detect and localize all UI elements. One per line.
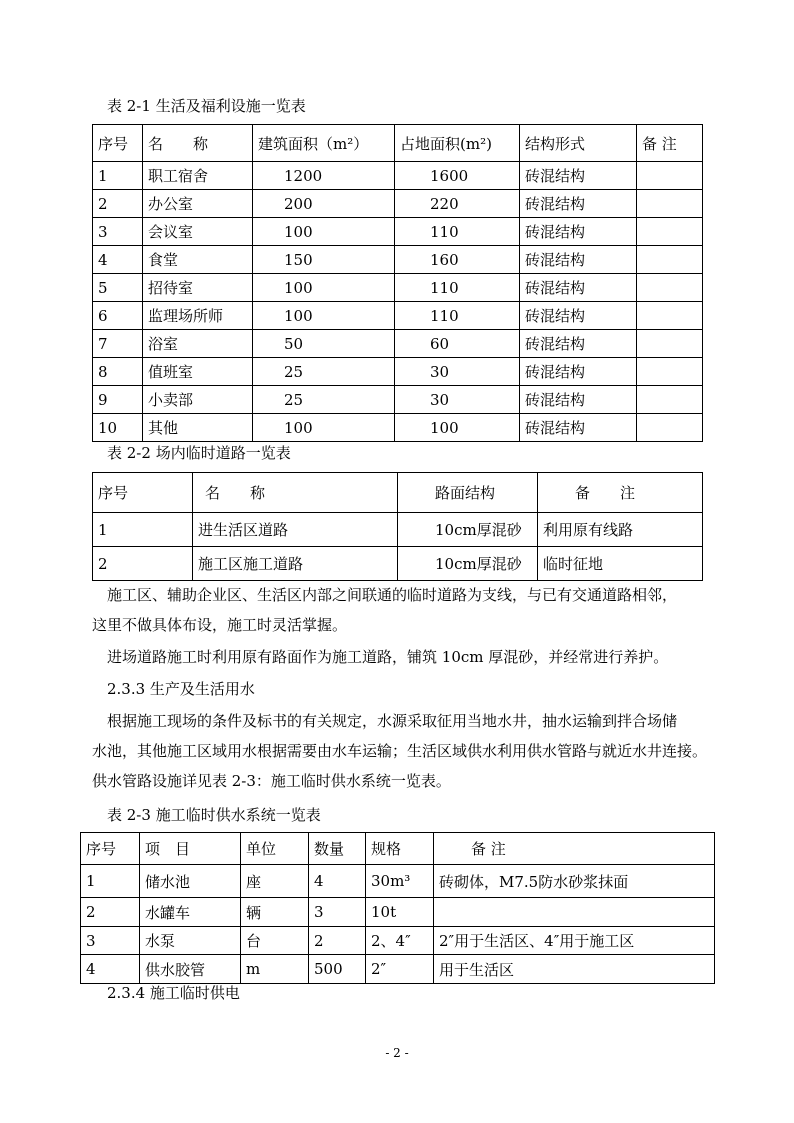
table-cell: 2″ xyxy=(366,955,434,984)
table-cell: 1 xyxy=(81,865,140,898)
table-cell: 25 xyxy=(253,358,395,386)
paragraph-line: 进场道路施工时利用原有路面作为施工道路，铺筑 10cm 厚混砂，并经常进行养护。 xyxy=(107,648,669,666)
table-cell: 30m³ xyxy=(366,865,434,898)
table-row xyxy=(93,547,703,581)
table3-caption: 表 2-3 施工临时供水系统一览表 xyxy=(107,806,321,824)
paragraph-line: 施工区、辅助企业区、生活区内部之间联通的临时道路为支线，与已有交通道路相邻， xyxy=(107,586,678,604)
table-row xyxy=(81,898,715,927)
table-row xyxy=(93,414,703,442)
table3-header-cell: 备 注 xyxy=(434,833,715,865)
table-cell: 砖混结构 xyxy=(520,190,637,218)
table2-caption: 表 2-2 场内临时道路一览表 xyxy=(107,444,291,462)
table2-header-cell: 名 称 xyxy=(193,473,398,513)
table-cell: 水罐车 xyxy=(140,898,241,927)
table-cell: 1600 xyxy=(395,162,520,190)
page-number: - 2 - xyxy=(385,1046,409,1060)
table-cell xyxy=(637,358,703,386)
table-cell: 辆 xyxy=(241,898,309,927)
table-cell: 砖砌体，M7.5防水砂浆抹面 xyxy=(434,865,715,898)
section-heading: 2.3.3 生产及生活用水 xyxy=(107,680,255,698)
table-cell: 200 xyxy=(253,190,395,218)
table-row xyxy=(81,955,715,984)
table-cell: 110 xyxy=(395,302,520,330)
table-cell: 临时征地 xyxy=(538,547,703,581)
table-cell: 2、4″ xyxy=(366,927,434,955)
table-cell: 9 xyxy=(93,386,143,414)
table-cell: 供水胶管 xyxy=(140,955,241,984)
table-row xyxy=(93,218,703,246)
table-cell: 3 xyxy=(309,898,366,927)
table-cell: 2 xyxy=(309,927,366,955)
table-cell: 7 xyxy=(93,330,143,358)
table-cell: 2 xyxy=(93,190,143,218)
table1 xyxy=(92,124,703,442)
table-cell: 10cm厚混砂 xyxy=(398,547,538,581)
table-cell: 浴室 xyxy=(143,330,253,358)
table1-header-cell: 备 注 xyxy=(637,125,703,162)
table3 xyxy=(80,832,715,984)
table1-header-cell: 名 称 xyxy=(143,125,253,162)
table-cell: 6 xyxy=(93,302,143,330)
table-cell: 4 xyxy=(309,865,366,898)
table-cell: 100 xyxy=(395,414,520,442)
table-cell xyxy=(637,246,703,274)
paragraph-line: 根据施工现场的条件及标书的有关规定，水源采取征用当地水井，抽水运输到拌合场储 xyxy=(107,712,678,730)
table-cell: 小卖部 xyxy=(143,386,253,414)
table-cell: 值班室 xyxy=(143,358,253,386)
table-row xyxy=(81,865,715,898)
table-cell: 职工宿舍 xyxy=(143,162,253,190)
table-row xyxy=(93,246,703,274)
table-cell: 10t xyxy=(366,898,434,927)
table-cell: 招待室 xyxy=(143,274,253,302)
table-cell: 3 xyxy=(81,927,140,955)
table-cell: 储水池 xyxy=(140,865,241,898)
table-cell: 160 xyxy=(395,246,520,274)
table-cell: 1200 xyxy=(253,162,395,190)
table-cell: 100 xyxy=(253,414,395,442)
table-row xyxy=(81,927,715,955)
table-cell: 其他 xyxy=(143,414,253,442)
table-cell: 30 xyxy=(395,386,520,414)
table-row xyxy=(93,274,703,302)
table2-header-cell: 序号 xyxy=(93,473,193,513)
table-cell: 1 xyxy=(93,162,143,190)
table-cell: 砖混结构 xyxy=(520,162,637,190)
table-cell: 台 xyxy=(241,927,309,955)
table-cell: 4 xyxy=(81,955,140,984)
table-cell xyxy=(637,218,703,246)
table1-header-cell: 占地面积(m²) xyxy=(395,125,520,162)
table-cell: 5 xyxy=(93,274,143,302)
table-row xyxy=(93,386,703,414)
table-cell: 食堂 xyxy=(143,246,253,274)
table-cell: 25 xyxy=(253,386,395,414)
table-cell: 会议室 xyxy=(143,218,253,246)
table-row xyxy=(93,302,703,330)
table-cell: 2 xyxy=(81,898,140,927)
table-cell: 3 xyxy=(93,218,143,246)
table-row xyxy=(93,190,703,218)
table1-header-row xyxy=(93,125,703,162)
table-cell: 10 xyxy=(93,414,143,442)
table-row xyxy=(93,513,703,547)
table2-header-cell: 备 注 xyxy=(538,473,703,513)
table-cell: 110 xyxy=(395,218,520,246)
table-cell: 500 xyxy=(309,955,366,984)
table-cell: 用于生活区 xyxy=(434,955,715,984)
table-cell: 监理场所师 xyxy=(143,302,253,330)
table3-header-cell: 序号 xyxy=(81,833,140,865)
table-cell: 利用原有线路 xyxy=(538,513,703,547)
table-cell: 砖混结构 xyxy=(520,246,637,274)
table-cell: 砖混结构 xyxy=(520,330,637,358)
table-row xyxy=(93,358,703,386)
table3-header-cell: 项 目 xyxy=(140,833,241,865)
table-cell: 办公室 xyxy=(143,190,253,218)
table-cell: 4 xyxy=(93,246,143,274)
table-cell xyxy=(637,302,703,330)
table3-header-row xyxy=(81,833,715,865)
table-row xyxy=(93,330,703,358)
table1-header-cell: 序号 xyxy=(93,125,143,162)
table-cell xyxy=(637,330,703,358)
table-cell: 进生活区道路 xyxy=(193,513,398,547)
table-cell: 100 xyxy=(253,302,395,330)
table-cell: 施工区施工道路 xyxy=(193,547,398,581)
table-cell: 水泵 xyxy=(140,927,241,955)
table-cell xyxy=(637,414,703,442)
table1-caption: 表 2-1 生活及福利设施一览表 xyxy=(107,97,306,115)
section-heading: 2.3.4 施工临时供电 xyxy=(107,984,240,1002)
table-cell: 8 xyxy=(93,358,143,386)
paragraph-line: 水池，其他施工区域用水根据需要由水车运输；生活区域供水利用供水管路与就近水井连接。 xyxy=(92,742,708,760)
table3-header-cell: 规格 xyxy=(366,833,434,865)
table-cell: 2 xyxy=(93,547,193,581)
table-cell: 150 xyxy=(253,246,395,274)
table3-header-cell: 单位 xyxy=(241,833,309,865)
table1-header-cell: 建筑面积（m²） xyxy=(253,125,395,162)
table-cell: 110 xyxy=(395,274,520,302)
table-cell: m xyxy=(241,955,309,984)
table-cell: 100 xyxy=(253,274,395,302)
table-cell: 砖混结构 xyxy=(520,274,637,302)
table-cell xyxy=(434,898,715,927)
table1-header-cell: 结构形式 xyxy=(520,125,637,162)
table-cell: 砖混结构 xyxy=(520,358,637,386)
table-cell xyxy=(637,190,703,218)
table2 xyxy=(92,472,703,581)
table-cell: 10cm厚混砂 xyxy=(398,513,538,547)
paragraph-line: 供水管路设施详见表 2-3：施工临时供水系统一览表。 xyxy=(92,772,451,790)
table-cell: 30 xyxy=(395,358,520,386)
table-row xyxy=(93,162,703,190)
table-cell: 220 xyxy=(395,190,520,218)
table-cell: 2″用于生活区、4″用于施工区 xyxy=(434,927,715,955)
table-cell: 座 xyxy=(241,865,309,898)
table2-header-row xyxy=(93,473,703,513)
table-cell: 100 xyxy=(253,218,395,246)
table-cell: 砖混结构 xyxy=(520,302,637,330)
table-cell: 50 xyxy=(253,330,395,358)
table-cell xyxy=(637,386,703,414)
table-cell: 砖混结构 xyxy=(520,218,637,246)
paragraph-line: 这里不做具体布设，施工时灵活掌握。 xyxy=(92,616,348,634)
table-cell: 60 xyxy=(395,330,520,358)
table-cell xyxy=(637,274,703,302)
table-cell: 砖混结构 xyxy=(520,386,637,414)
table2-header-cell: 路面结构 xyxy=(398,473,538,513)
table3-header-cell: 数量 xyxy=(309,833,366,865)
table-cell xyxy=(637,162,703,190)
table-cell: 砖混结构 xyxy=(520,414,637,442)
table-cell: 1 xyxy=(93,513,193,547)
